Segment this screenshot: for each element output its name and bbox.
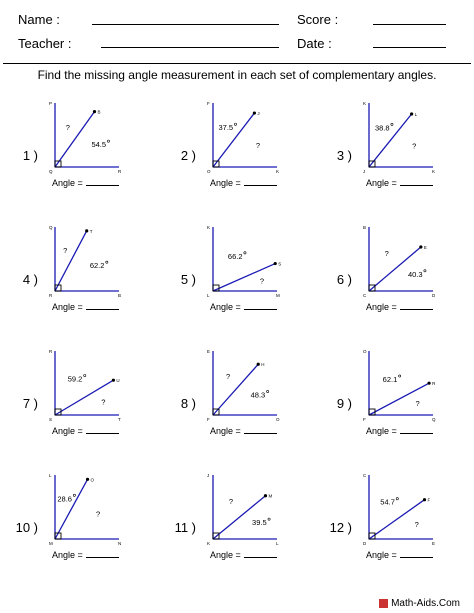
answer-row	[210, 301, 277, 312]
answer-label: Angle =	[366, 550, 397, 560]
answer-label: Angle =	[210, 550, 241, 560]
point-label: L	[207, 293, 210, 298]
problem-number: 1 )	[22, 148, 38, 163]
problem-2	[158, 98, 313, 223]
point-label: K	[276, 169, 280, 174]
answer-label: Angle =	[210, 426, 241, 436]
point-label: Q	[49, 225, 53, 230]
given-angle-value: 48.3	[250, 390, 266, 400]
unknown-angle-mark: ?	[412, 141, 417, 151]
point-label: S	[278, 261, 282, 267]
unknown-angle-mark: ?	[414, 519, 419, 529]
answer-blank[interactable]	[86, 301, 119, 310]
answer-blank[interactable]	[244, 301, 277, 310]
site-name: Math-Aids.Com	[391, 598, 460, 609]
point-label: R	[49, 293, 53, 298]
point-label: O	[90, 477, 95, 483]
point-label: O	[276, 417, 280, 422]
problem-number: 11 )	[174, 520, 196, 535]
ray-endpoint	[257, 363, 260, 366]
point-label: H	[261, 362, 265, 368]
answer-label: Angle =	[52, 178, 83, 188]
unknown-angle-mark: ?	[259, 276, 265, 286]
given-angle-value: 54.5	[91, 140, 107, 150]
problem-5	[158, 222, 313, 347]
angle-ray	[55, 231, 87, 291]
point-label: K	[432, 169, 436, 174]
ray-endpoint	[93, 110, 96, 113]
date-label: Date :	[297, 36, 332, 51]
given-angle-value: 37.5	[218, 123, 234, 133]
answer-label: Angle =	[366, 178, 397, 188]
point-label: E	[207, 349, 211, 354]
name-label: Name :	[18, 12, 60, 27]
answer-row	[52, 425, 119, 436]
angle-figure	[314, 470, 469, 550]
angle-ray	[55, 112, 94, 167]
angle-figure	[314, 222, 469, 302]
ray-endpoint	[112, 379, 115, 382]
problem-number: 12 )	[329, 520, 352, 535]
answer-row	[366, 177, 433, 188]
answer-blank[interactable]	[86, 549, 119, 558]
answer-label: Angle =	[366, 426, 397, 436]
problem-number: 9 )	[336, 396, 352, 411]
point-label: L	[276, 541, 279, 546]
angle-figure	[158, 222, 313, 302]
ray-endpoint	[427, 382, 430, 385]
given-angle-value: 28.6	[57, 494, 72, 504]
point-label: D	[363, 541, 367, 546]
score-label: Score :	[297, 12, 339, 27]
answer-row	[52, 549, 119, 560]
teacher-label: Teacher :	[18, 36, 72, 51]
point-label: K	[207, 541, 211, 546]
point-label: F	[427, 497, 431, 503]
degree-symbol	[234, 123, 236, 125]
given-angle-value: 38.8	[374, 123, 390, 133]
point-label: F	[207, 101, 210, 106]
point-label: T	[118, 417, 121, 422]
point-label: R	[118, 169, 122, 174]
angle-ray	[369, 114, 412, 167]
problem-1	[0, 98, 155, 223]
unknown-angle-mark: ?	[228, 497, 234, 507]
problem-3	[314, 98, 469, 223]
point-label: J	[363, 169, 366, 174]
degree-symbol	[424, 270, 426, 272]
point-label: N	[118, 541, 122, 546]
angle-ray	[213, 264, 275, 291]
problem-10	[0, 470, 155, 595]
problem-number: 5 )	[180, 272, 196, 287]
point-label: C	[363, 293, 367, 298]
point-label: U	[116, 378, 120, 384]
degree-symbol	[73, 494, 75, 496]
ray-endpoint	[264, 494, 267, 497]
problem-number: 10 )	[15, 520, 38, 535]
point-label: B	[363, 225, 367, 230]
degree-symbol	[84, 374, 86, 376]
point-label: M	[268, 493, 273, 499]
unknown-angle-mark: ?	[255, 140, 261, 150]
answer-row	[210, 549, 277, 560]
problem-number: 3 )	[336, 148, 352, 163]
point-label: F	[207, 417, 210, 422]
ray-endpoint	[423, 498, 426, 501]
angle-figure	[0, 98, 155, 178]
problem-4	[0, 222, 155, 347]
angle-figure	[0, 470, 155, 550]
unknown-angle-mark: ?	[95, 509, 101, 519]
answer-row	[52, 177, 119, 188]
math-aids-logo-icon	[379, 599, 388, 608]
point-label: L	[414, 112, 418, 118]
given-angle-value: 62.2	[89, 261, 105, 271]
problem-number: 2 )	[180, 148, 196, 163]
degree-symbol	[399, 375, 401, 377]
unknown-angle-mark: ?	[101, 397, 106, 407]
answer-label: Angle =	[52, 426, 83, 436]
angle-figure	[158, 470, 313, 550]
angle-figure	[158, 98, 313, 178]
point-label: K	[207, 225, 211, 230]
point-label: E	[432, 541, 436, 546]
ray-endpoint	[410, 112, 413, 115]
angle-figure	[314, 98, 469, 178]
date-field[interactable]	[373, 47, 446, 48]
answer-row	[52, 301, 119, 312]
answer-label: Angle =	[52, 550, 83, 560]
point-label: L	[49, 473, 52, 478]
point-label: D	[432, 293, 436, 298]
header-divider	[3, 63, 471, 64]
point-label: M	[49, 541, 53, 546]
problem-number: 7 )	[22, 396, 38, 411]
answer-row	[366, 301, 433, 312]
ray-endpoint	[253, 111, 256, 114]
degree-symbol	[106, 261, 108, 263]
point-label: K	[363, 101, 367, 106]
name-field[interactable]	[92, 24, 279, 25]
problem-number: 4 )	[22, 272, 38, 287]
point-label: O	[207, 169, 211, 174]
point-label: O	[363, 349, 367, 354]
point-label: P	[49, 101, 53, 106]
given-angle-value: 66.2	[227, 251, 243, 261]
problem-11	[158, 470, 313, 595]
angle-ray	[369, 383, 429, 415]
ray-endpoint	[86, 478, 89, 481]
degree-symbol	[244, 252, 246, 254]
ray-endpoint	[274, 262, 277, 265]
point-label: C	[363, 473, 367, 478]
answer-label: Angle =	[366, 302, 397, 312]
unknown-angle-mark: ?	[63, 246, 68, 256]
point-label: Q	[432, 417, 436, 422]
answer-blank[interactable]	[400, 549, 433, 558]
point-label: F	[363, 417, 366, 422]
problem-7	[0, 346, 155, 471]
angle-figure	[314, 346, 469, 426]
problem-number: 8 )	[180, 396, 196, 411]
answer-row	[366, 549, 433, 560]
given-angle-value: 54.7	[380, 497, 395, 507]
angle-ray	[213, 113, 254, 167]
given-angle-value: 59.2	[67, 374, 83, 384]
angle-figure	[0, 222, 155, 302]
answer-blank[interactable]	[400, 425, 433, 434]
answer-row	[210, 177, 277, 188]
angle-ray	[55, 479, 88, 539]
answer-blank[interactable]	[244, 177, 277, 186]
ray-endpoint	[85, 229, 88, 232]
unknown-angle-mark: ?	[384, 248, 389, 258]
point-label: T	[89, 228, 93, 234]
point-label: J	[257, 111, 260, 117]
problem-8	[158, 346, 313, 471]
answer-label: Angle =	[210, 302, 241, 312]
instructions: Find the missing angle measurement in each set of complementary angles.	[37, 68, 437, 82]
answer-row	[366, 425, 433, 436]
problem-6	[314, 222, 469, 347]
problem-12	[314, 470, 469, 595]
degree-symbol	[396, 498, 398, 500]
answer-blank[interactable]	[400, 301, 433, 310]
degree-symbol	[391, 123, 393, 125]
footer	[379, 598, 460, 609]
answer-label: Angle =	[210, 178, 241, 188]
given-angle-value: 62.1	[382, 375, 398, 385]
degree-symbol	[107, 140, 109, 142]
problem-9	[314, 346, 469, 471]
score-field[interactable]	[373, 24, 446, 25]
unknown-angle-mark: ?	[65, 122, 70, 132]
problem-number: 6 )	[336, 272, 352, 287]
degree-symbol	[268, 518, 270, 520]
point-label: B	[97, 109, 101, 115]
teacher-field[interactable]	[101, 47, 279, 48]
point-label: J	[207, 473, 210, 478]
point-label: S	[49, 417, 53, 422]
answer-blank[interactable]	[400, 177, 433, 186]
point-label: Q	[49, 169, 53, 174]
degree-symbol	[267, 390, 269, 392]
given-angle-value: 40.3	[407, 269, 423, 279]
point-label: R	[49, 349, 53, 354]
given-angle-value: 39.5	[252, 518, 267, 528]
answer-row	[210, 425, 277, 436]
angle-figure	[0, 346, 155, 426]
answer-label: Angle =	[52, 302, 83, 312]
point-label: M	[276, 293, 280, 298]
unknown-angle-mark: ?	[415, 398, 420, 408]
unknown-angle-mark: ?	[225, 371, 231, 381]
ray-endpoint	[419, 245, 422, 248]
angle-figure	[158, 346, 313, 426]
point-label: B	[118, 293, 122, 298]
answer-blank[interactable]	[86, 177, 119, 186]
point-label: R	[432, 381, 436, 387]
answer-blank[interactable]	[244, 549, 277, 558]
answer-blank[interactable]	[244, 425, 277, 434]
point-label: E	[423, 245, 427, 251]
answer-blank[interactable]	[86, 425, 119, 434]
